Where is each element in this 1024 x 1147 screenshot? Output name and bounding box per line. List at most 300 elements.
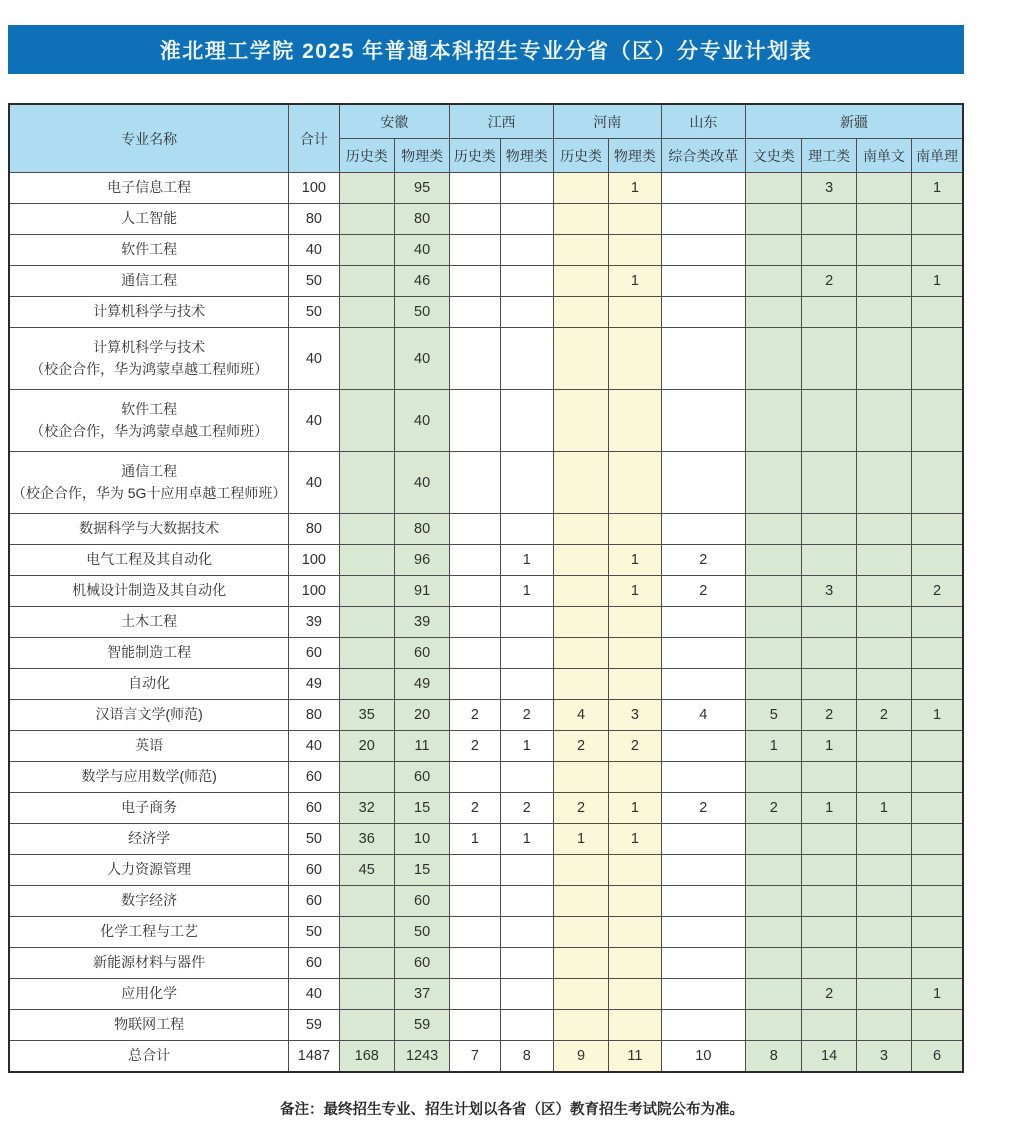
value-cell xyxy=(609,235,661,266)
value-cell xyxy=(553,173,608,204)
table-row xyxy=(9,576,963,607)
value-cell: 91 xyxy=(394,576,449,607)
value-cell xyxy=(609,204,661,235)
value-cell xyxy=(609,979,661,1010)
value-cell xyxy=(500,886,553,917)
row-total-cell: 40 xyxy=(289,235,339,266)
value-cell xyxy=(500,297,553,328)
value-cell xyxy=(553,948,608,979)
major-name-cell: 总合计 xyxy=(9,1041,289,1072)
major-name-cell: 物联网工程 xyxy=(9,1010,289,1041)
value-cell xyxy=(661,452,746,514)
table-row xyxy=(9,514,963,545)
value-cell: 1 xyxy=(609,266,661,297)
value-cell xyxy=(912,514,963,545)
major-name-cell: 机械设计制造及其自动化 xyxy=(9,576,289,607)
value-cell xyxy=(500,173,553,204)
value-cell: 15 xyxy=(394,793,449,824)
value-cell xyxy=(802,452,856,514)
value-cell xyxy=(450,855,500,886)
value-cell xyxy=(912,793,963,824)
value-cell: 1 xyxy=(609,824,661,855)
value-cell xyxy=(802,204,856,235)
value-cell: 46 xyxy=(394,266,449,297)
row-total-cell: 50 xyxy=(289,917,339,948)
value-cell xyxy=(856,297,911,328)
major-name-cell: 通信工程 xyxy=(9,266,289,297)
value-cell xyxy=(661,328,746,390)
province-header-山东: 山东 xyxy=(661,104,746,139)
value-cell xyxy=(746,576,802,607)
table-row xyxy=(9,917,963,948)
value-cell xyxy=(912,638,963,669)
value-cell xyxy=(912,452,963,514)
value-cell: 10 xyxy=(661,1041,746,1072)
value-cell xyxy=(661,762,746,793)
row-total-cell: 50 xyxy=(289,297,339,328)
table-row xyxy=(9,1010,963,1041)
value-cell xyxy=(609,514,661,545)
category-header: 南单理 xyxy=(912,139,963,173)
major-name-cell: 通信工程 （校企合作，华为 5G十应用卓越工程师班） xyxy=(9,452,289,514)
value-cell xyxy=(553,886,608,917)
value-cell xyxy=(912,731,963,762)
value-cell xyxy=(339,297,394,328)
row-total-cell: 1487 xyxy=(289,1041,339,1072)
value-cell: 1 xyxy=(912,173,963,204)
value-cell: 1 xyxy=(802,793,856,824)
table-row xyxy=(9,855,963,886)
value-cell: 14 xyxy=(802,1041,856,1072)
major-name-cell: 电子商务 xyxy=(9,793,289,824)
major-name-cell: 英语 xyxy=(9,731,289,762)
value-cell xyxy=(746,1010,802,1041)
value-cell xyxy=(609,669,661,700)
table-row xyxy=(9,173,963,204)
value-cell: 1 xyxy=(609,545,661,576)
value-cell: 2 xyxy=(609,731,661,762)
value-cell: 2 xyxy=(450,731,500,762)
table-row xyxy=(9,452,963,514)
title-banner xyxy=(8,25,964,74)
value-cell xyxy=(609,855,661,886)
major-name-cell: 化学工程与工艺 xyxy=(9,917,289,948)
value-cell: 1 xyxy=(500,576,553,607)
value-cell: 32 xyxy=(339,793,394,824)
major-name-cell: 数据科学与大数据技术 xyxy=(9,514,289,545)
value-cell: 1 xyxy=(912,979,963,1010)
value-cell xyxy=(553,607,608,638)
value-cell xyxy=(856,824,911,855)
value-cell xyxy=(856,762,911,793)
value-cell xyxy=(553,204,608,235)
value-cell xyxy=(912,948,963,979)
table-row xyxy=(9,297,963,328)
value-cell: 2 xyxy=(746,793,802,824)
value-cell xyxy=(802,638,856,669)
value-cell xyxy=(450,390,500,452)
value-cell xyxy=(553,514,608,545)
value-cell xyxy=(339,514,394,545)
value-cell xyxy=(339,638,394,669)
value-cell xyxy=(609,452,661,514)
value-cell: 96 xyxy=(394,545,449,576)
value-cell xyxy=(339,235,394,266)
value-cell xyxy=(802,948,856,979)
value-cell xyxy=(661,638,746,669)
value-cell xyxy=(609,297,661,328)
value-cell xyxy=(339,204,394,235)
value-cell: 36 xyxy=(339,824,394,855)
value-cell xyxy=(856,855,911,886)
row-total-cell: 60 xyxy=(289,638,339,669)
value-cell: 2 xyxy=(500,793,553,824)
value-cell xyxy=(553,452,608,514)
value-cell xyxy=(661,514,746,545)
table-row xyxy=(9,638,963,669)
row-total-cell: 59 xyxy=(289,1010,339,1041)
value-cell xyxy=(661,266,746,297)
value-cell xyxy=(856,390,911,452)
value-cell: 2 xyxy=(856,700,911,731)
value-cell xyxy=(500,235,553,266)
value-cell xyxy=(450,328,500,390)
category-header: 文史类 xyxy=(746,139,802,173)
value-cell xyxy=(746,173,802,204)
table-row xyxy=(9,762,963,793)
value-cell xyxy=(912,328,963,390)
row-total-cell: 60 xyxy=(289,948,339,979)
value-cell xyxy=(609,390,661,452)
value-cell xyxy=(856,576,911,607)
value-cell: 11 xyxy=(609,1041,661,1072)
value-cell xyxy=(339,452,394,514)
value-cell xyxy=(661,886,746,917)
value-cell xyxy=(912,917,963,948)
province-header-新疆: 新疆 xyxy=(746,104,963,139)
value-cell: 1 xyxy=(500,731,553,762)
value-cell xyxy=(500,328,553,390)
value-cell: 1 xyxy=(609,793,661,824)
value-cell xyxy=(339,669,394,700)
value-cell: 2 xyxy=(912,576,963,607)
value-cell: 1 xyxy=(500,545,553,576)
value-cell xyxy=(746,452,802,514)
value-cell xyxy=(912,886,963,917)
value-cell xyxy=(553,669,608,700)
value-cell xyxy=(609,762,661,793)
value-cell xyxy=(661,390,746,452)
value-cell: 1 xyxy=(746,731,802,762)
row-total-cell: 80 xyxy=(289,700,339,731)
value-cell: 1 xyxy=(912,266,963,297)
value-cell xyxy=(339,390,394,452)
value-cell xyxy=(661,297,746,328)
value-cell xyxy=(661,1010,746,1041)
value-cell xyxy=(802,886,856,917)
value-cell: 2 xyxy=(553,793,608,824)
value-cell: 8 xyxy=(500,1041,553,1072)
value-cell: 1 xyxy=(553,824,608,855)
table-row xyxy=(9,545,963,576)
value-cell: 15 xyxy=(394,855,449,886)
major-name-cell: 计算机科学与技术 xyxy=(9,297,289,328)
value-cell: 2 xyxy=(802,266,856,297)
value-cell xyxy=(912,762,963,793)
row-total-cell: 60 xyxy=(289,762,339,793)
value-cell xyxy=(609,638,661,669)
value-cell xyxy=(856,514,911,545)
row-total-cell: 40 xyxy=(289,979,339,1010)
category-header: 南单文 xyxy=(856,139,911,173)
table-body xyxy=(9,173,963,1072)
value-cell xyxy=(339,917,394,948)
major-name-cell: 电子信息工程 xyxy=(9,173,289,204)
value-cell xyxy=(661,948,746,979)
value-cell xyxy=(802,917,856,948)
value-cell: 4 xyxy=(553,700,608,731)
province-header-安徽: 安徽 xyxy=(339,104,450,139)
value-cell: 2 xyxy=(802,979,856,1010)
value-cell xyxy=(912,607,963,638)
value-cell: 2 xyxy=(450,793,500,824)
grand-total-row xyxy=(9,1041,963,1072)
value-cell: 9 xyxy=(553,1041,608,1072)
major-name-cell: 计算机科学与技术 （校企合作，华为鸿蒙卓越工程师班） xyxy=(9,328,289,390)
value-cell: 1 xyxy=(609,173,661,204)
value-cell xyxy=(856,173,911,204)
page-title: 淮北理工学院 2025 年普通本科招生专业分省（区）分专业计划表 xyxy=(159,39,813,63)
province-header-江西: 江西 xyxy=(450,104,554,139)
value-cell xyxy=(802,1010,856,1041)
value-cell: 2 xyxy=(500,700,553,731)
value-cell xyxy=(450,452,500,514)
value-cell xyxy=(450,762,500,793)
table-row xyxy=(9,824,963,855)
value-cell xyxy=(500,669,553,700)
value-cell: 50 xyxy=(394,917,449,948)
table-row xyxy=(9,793,963,824)
value-cell xyxy=(500,638,553,669)
value-cell xyxy=(500,514,553,545)
value-cell: 11 xyxy=(394,731,449,762)
value-cell xyxy=(802,855,856,886)
value-cell xyxy=(912,390,963,452)
value-cell xyxy=(339,545,394,576)
row-total-cell: 80 xyxy=(289,514,339,545)
value-cell: 1 xyxy=(856,793,911,824)
value-cell xyxy=(856,638,911,669)
row-total-cell: 40 xyxy=(289,390,339,452)
value-cell xyxy=(500,1010,553,1041)
value-cell: 1 xyxy=(609,576,661,607)
value-cell xyxy=(661,731,746,762)
value-cell xyxy=(856,328,911,390)
value-cell xyxy=(609,607,661,638)
value-cell: 60 xyxy=(394,886,449,917)
value-cell xyxy=(802,328,856,390)
value-cell: 39 xyxy=(394,607,449,638)
row-total-cell: 60 xyxy=(289,855,339,886)
table-row xyxy=(9,607,963,638)
value-cell xyxy=(661,855,746,886)
value-cell xyxy=(339,886,394,917)
value-cell: 2 xyxy=(450,700,500,731)
value-cell xyxy=(746,917,802,948)
value-cell: 5 xyxy=(746,700,802,731)
value-cell xyxy=(746,297,802,328)
category-header: 理工类 xyxy=(802,139,856,173)
value-cell xyxy=(912,824,963,855)
value-cell: 80 xyxy=(394,204,449,235)
value-cell xyxy=(661,173,746,204)
table-row xyxy=(9,390,963,452)
value-cell xyxy=(339,607,394,638)
value-cell xyxy=(661,824,746,855)
value-cell: 40 xyxy=(394,235,449,266)
value-cell: 2 xyxy=(802,700,856,731)
value-cell xyxy=(553,979,608,1010)
value-cell: 1243 xyxy=(394,1041,449,1072)
value-cell xyxy=(609,917,661,948)
value-cell xyxy=(856,235,911,266)
value-cell xyxy=(553,297,608,328)
value-cell xyxy=(746,855,802,886)
value-cell: 7 xyxy=(450,1041,500,1072)
category-header: 历史类 xyxy=(553,139,608,173)
value-cell xyxy=(450,607,500,638)
value-cell xyxy=(500,266,553,297)
value-cell: 1 xyxy=(450,824,500,855)
table-row xyxy=(9,669,963,700)
major-name-cell: 人工智能 xyxy=(9,204,289,235)
value-cell xyxy=(912,235,963,266)
value-cell xyxy=(450,979,500,1010)
category-header: 综合类改革 xyxy=(661,139,746,173)
value-cell xyxy=(500,452,553,514)
value-cell xyxy=(450,514,500,545)
value-cell xyxy=(500,855,553,886)
value-cell xyxy=(746,607,802,638)
value-cell: 45 xyxy=(339,855,394,886)
value-cell xyxy=(802,824,856,855)
value-cell xyxy=(746,762,802,793)
value-cell: 3 xyxy=(609,700,661,731)
value-cell xyxy=(856,204,911,235)
value-cell xyxy=(912,1010,963,1041)
value-cell: 50 xyxy=(394,297,449,328)
row-total-cell: 50 xyxy=(289,266,339,297)
value-cell xyxy=(609,886,661,917)
value-cell xyxy=(450,545,500,576)
major-name-cell: 数学与应用数学(师范) xyxy=(9,762,289,793)
value-cell: 2 xyxy=(553,731,608,762)
table-row xyxy=(9,948,963,979)
value-cell: 2 xyxy=(661,793,746,824)
major-name-cell: 软件工程 xyxy=(9,235,289,266)
value-cell xyxy=(339,173,394,204)
value-cell xyxy=(746,545,802,576)
value-cell xyxy=(339,979,394,1010)
value-cell xyxy=(553,917,608,948)
value-cell xyxy=(746,390,802,452)
value-cell xyxy=(856,979,911,1010)
category-header: 物理类 xyxy=(394,139,449,173)
value-cell xyxy=(450,917,500,948)
value-cell xyxy=(912,297,963,328)
value-cell xyxy=(500,979,553,1010)
value-cell xyxy=(912,855,963,886)
category-header: 历史类 xyxy=(450,139,500,173)
value-cell: 40 xyxy=(394,390,449,452)
value-cell xyxy=(746,669,802,700)
value-cell: 20 xyxy=(394,700,449,731)
row-total-cell: 60 xyxy=(289,886,339,917)
table-row xyxy=(9,700,963,731)
major-name-cell: 经济学 xyxy=(9,824,289,855)
major-name-cell: 土木工程 xyxy=(9,607,289,638)
value-cell xyxy=(802,297,856,328)
value-cell: 40 xyxy=(394,452,449,514)
value-cell xyxy=(856,948,911,979)
value-cell xyxy=(339,328,394,390)
value-cell xyxy=(746,979,802,1010)
value-cell xyxy=(500,762,553,793)
value-cell xyxy=(553,638,608,669)
value-cell xyxy=(553,328,608,390)
table-row xyxy=(9,235,963,266)
value-cell xyxy=(912,669,963,700)
value-cell xyxy=(553,1010,608,1041)
table-header xyxy=(9,104,963,173)
row-total-cell: 100 xyxy=(289,576,339,607)
value-cell xyxy=(553,266,608,297)
major-name-cell: 智能制造工程 xyxy=(9,638,289,669)
major-name-cell: 软件工程 （校企合作，华为鸿蒙卓越工程师班） xyxy=(9,390,289,452)
major-column-header: 专业名称 xyxy=(9,104,289,173)
row-total-cell: 39 xyxy=(289,607,339,638)
value-cell xyxy=(746,638,802,669)
value-cell: 60 xyxy=(394,762,449,793)
row-total-cell: 40 xyxy=(289,328,339,390)
value-cell xyxy=(553,855,608,886)
value-cell: 6 xyxy=(912,1041,963,1072)
value-cell xyxy=(746,514,802,545)
value-cell xyxy=(450,266,500,297)
table-row xyxy=(9,328,963,390)
row-total-cell: 49 xyxy=(289,669,339,700)
category-header: 物理类 xyxy=(500,139,553,173)
row-total-cell: 100 xyxy=(289,173,339,204)
major-name-cell: 自动化 xyxy=(9,669,289,700)
value-cell xyxy=(856,607,911,638)
value-cell xyxy=(500,607,553,638)
value-cell xyxy=(339,762,394,793)
value-cell: 2 xyxy=(661,545,746,576)
value-cell xyxy=(802,607,856,638)
value-cell: 3 xyxy=(802,576,856,607)
table-row xyxy=(9,886,963,917)
value-cell: 8 xyxy=(746,1041,802,1072)
value-cell: 59 xyxy=(394,1010,449,1041)
value-cell xyxy=(450,173,500,204)
value-cell xyxy=(912,545,963,576)
value-cell xyxy=(500,390,553,452)
value-cell xyxy=(450,204,500,235)
value-cell xyxy=(450,886,500,917)
footnote: 备注：最终招生专业、招生计划以各省（区）教育招生考试院公布为准。 xyxy=(280,1102,744,1118)
value-cell: 20 xyxy=(339,731,394,762)
